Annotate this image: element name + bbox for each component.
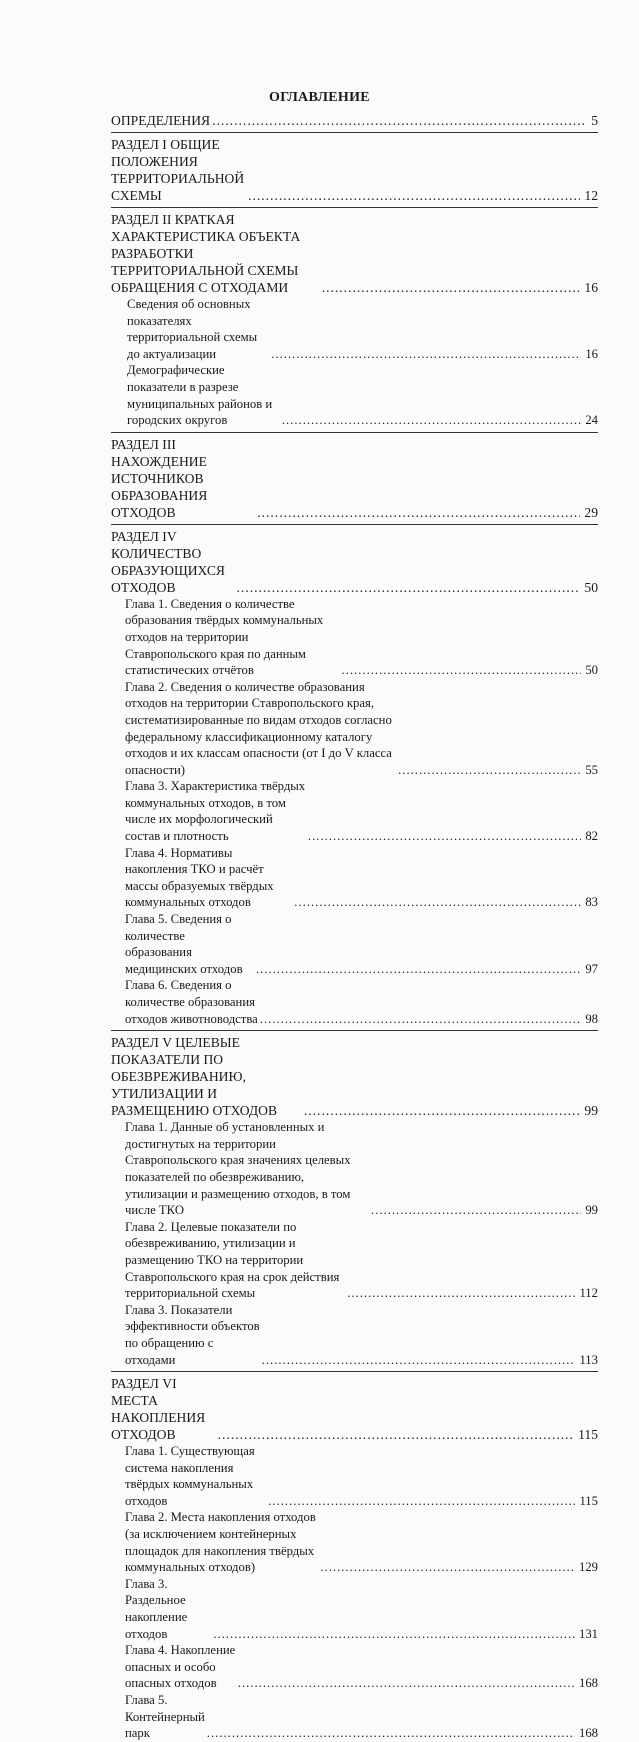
dot-leader	[213, 1626, 575, 1643]
dot-leader	[260, 1011, 582, 1028]
section-divider	[111, 207, 598, 208]
toc-entry-section-5[interactable]	[111, 1034, 598, 1119]
toc-page-number: 113	[579, 1352, 598, 1367]
toc-page-number: 55	[585, 762, 598, 777]
toc-page-number: 12	[584, 188, 598, 203]
toc-entry-section-6-chapter-5[interactable]	[111, 1692, 598, 1742]
dot-leader	[371, 1202, 581, 1219]
dot-leader	[282, 412, 581, 429]
dot-leader	[238, 1675, 575, 1692]
dot-leader	[248, 187, 580, 204]
section-divider	[111, 432, 598, 433]
dot-leader	[268, 1493, 575, 1510]
dot-leader	[294, 894, 581, 911]
dot-leader	[256, 961, 581, 978]
toc-entry-section-6-chapter-1[interactable]	[111, 1443, 598, 1509]
toc-entry-text: РАЗДЕЛ VI МЕСТА НАКОПЛЕНИЯ ОТХОДОВ	[111, 1376, 206, 1443]
dot-leader	[271, 346, 581, 363]
dot-leader	[237, 579, 581, 596]
section-divider	[111, 1371, 598, 1372]
toc-entry-text: Глава 5. Сведения о количестве образования медицинских отходов	[125, 912, 243, 976]
toc-entry-text: РАЗДЕЛ III НАХОЖДЕНИЕ ИСТОЧНИКОВ ОБРАЗОВАНИЯ ОТХОДОВ	[111, 436, 208, 520]
dot-leader	[212, 112, 587, 129]
toc-entry-section-2-sub-1[interactable]	[111, 296, 598, 362]
toc-entry-text: ОПРЕДЕЛЕНИЯ	[111, 113, 211, 128]
toc-title: ОГЛАВЛЕНИЕ	[269, 90, 370, 105]
toc-entry-section-6-chapter-2[interactable]	[111, 1509, 598, 1575]
toc-page-number: 115	[579, 1493, 598, 1508]
toc-entry-text: Глава 4. Накопление опасных и особо опасных отходов	[125, 1643, 236, 1691]
toc-page-number: 83	[585, 895, 598, 910]
toc-entry-text: Глава 3. Характеристика твёрдых коммунальных отходов, в том числе их морфологический состав и плотность	[125, 779, 306, 844]
toc-entry-section-3[interactable]	[111, 436, 598, 521]
toc-entry-section-1[interactable]	[111, 136, 598, 204]
toc-page-number: 168	[578, 1726, 598, 1741]
toc-page-number: 24	[585, 413, 598, 428]
toc-page-number: 97	[585, 961, 598, 976]
toc-entry-section-6-chapter-3[interactable]	[111, 1576, 598, 1642]
toc-page-number: 129	[578, 1560, 598, 1575]
toc-page-number: 50	[585, 663, 598, 678]
toc-entry-section-2[interactable]	[111, 211, 598, 296]
toc-entry-section-6-chapter-4[interactable]	[111, 1642, 598, 1692]
toc-page-number: 82	[585, 829, 598, 844]
toc-entry-section-4-chapter-6[interactable]	[111, 977, 598, 1027]
toc-page-number: 99	[584, 1103, 598, 1119]
toc-entry-section-5-chapter-1[interactable]	[111, 1119, 598, 1219]
toc-entry-text: Глава 2. Сведения о количестве образования отходов на территории Ставропольского края, систематизированные по видам отходов согласно федеральному классификационному каталогу отходов и их классам опасности (от I до V класса опасности)	[125, 679, 392, 777]
toc-entry-text: РАЗДЕЛ V ЦЕЛЕВЫЕ ПОКАЗАТЕЛИ ПО ОБЕЗВРЕЖИВАНИЮ, УТИЛИЗАЦИИ И РАЗМЕЩЕНИЮ ОТХОДОВ	[111, 1035, 278, 1119]
toc-page-number: 168	[578, 1676, 598, 1691]
toc-entry-text: Глава 4. Нормативы накопления ТКО и расчёт массы образуемых твёрдых коммунальных отходов	[125, 845, 274, 910]
toc-entry-section-4-chapter-4[interactable]	[111, 845, 598, 911]
toc-entry-text: Глава 2. Целевые показатели по обезвреживанию, утилизации и размещению ТКО на территории Ставропольского края на срок действия территориальной схемы	[125, 1219, 340, 1301]
toc-entry-text: РАЗДЕЛ I ОБЩИЕ ПОЛОЖЕНИЯ ТЕРРИТОРИАЛЬНОЙ СХЕМЫ	[111, 137, 245, 203]
toc-entry-section-5-chapter-3[interactable]	[111, 1302, 598, 1368]
toc-entry-definitions[interactable]	[111, 112, 598, 129]
toc-entry-section-4-chapter-1[interactable]	[111, 596, 598, 679]
toc-entry-section-4-chapter-2[interactable]	[111, 679, 598, 779]
toc-page-number: 5	[591, 113, 598, 128]
toc-entry-text: Глава 3. Раздельное накопление отходов	[125, 1576, 188, 1641]
dot-leader	[304, 1102, 581, 1119]
toc-entry-text: Глава 2. Места накопления отходов (за исключением контейнерных площадок для накопления твёрдых коммунальных отходов)	[125, 1510, 316, 1575]
dot-leader	[218, 1426, 574, 1443]
table-of-contents	[111, 112, 598, 1742]
dot-leader	[308, 828, 581, 845]
toc-entry-section-4[interactable]	[111, 528, 598, 596]
toc-entry-text: Глава 3. Показатели эффективности объектов по обращению с отходами	[125, 1302, 260, 1367]
toc-entry-text: Сведения об основных показателях территориальной схемы до актуализации	[127, 297, 258, 361]
section-divider	[111, 524, 598, 525]
dot-leader	[257, 504, 580, 521]
dot-leader	[342, 662, 582, 679]
toc-page-number: 131	[578, 1626, 598, 1641]
section-divider	[111, 132, 598, 133]
toc-page-number: 98	[585, 1011, 598, 1026]
dot-leader	[320, 1559, 575, 1576]
dot-leader	[398, 762, 581, 779]
toc-page-number: 29	[584, 504, 598, 520]
toc-entry-text: Глава 1. Данные об установленных и достигнутых на территории Ставропольского края значениях целевых показателей по обезвреживанию, утилизации и размещению отходов, в том числе ТКО	[125, 1120, 351, 1218]
section-divider	[111, 1030, 598, 1031]
dot-leader	[207, 1725, 575, 1742]
dot-leader	[262, 1352, 576, 1369]
toc-entry-section-6[interactable]	[111, 1375, 598, 1443]
dot-leader	[347, 1285, 575, 1302]
toc-entry-text: Глава 5. Контейнерный парк	[125, 1693, 205, 1741]
toc-entry-section-4-chapter-5[interactable]	[111, 911, 598, 977]
toc-entry-text: РАЗДЕЛ II КРАТКАЯ ХАРАКТЕРИСТИКА ОБЪЕКТА РАЗРАБОТКИ ТЕРРИТОРИАЛЬНОЙ СХЕМЫ ОБРАЩЕНИЯ С ОТХОДАМИ	[111, 212, 301, 295]
toc-entry-text: РАЗДЕЛ IV КОЛИЧЕСТВО ОБРАЗУЮЩИХСЯ ОТХОДОВ	[111, 528, 225, 595]
toc-entry-section-4-chapter-3[interactable]	[111, 778, 598, 844]
toc-page-number: 115	[578, 1427, 598, 1443]
toc-entry-text: Демографические показатели в разрезе муниципальных районов и городских округов	[127, 363, 273, 428]
dot-leader	[322, 279, 581, 296]
toc-page-number: 112	[579, 1286, 598, 1301]
toc-page-number: 16	[584, 280, 598, 295]
toc-page-number: 50	[584, 579, 598, 595]
toc-page-number: 16	[585, 346, 598, 361]
toc-entry-text: Глава 1. Существующая система накопления твёрдых коммунальных отходов	[125, 1444, 255, 1508]
toc-page-number: 99	[585, 1203, 598, 1218]
toc-entry-text: Глава 6. Сведения о количестве образования отходов животноводства	[125, 978, 258, 1026]
toc-entry-section-2-sub-2[interactable]	[111, 362, 598, 428]
toc-entry-section-5-chapter-2[interactable]	[111, 1219, 598, 1302]
toc-entry-text: Глава 1. Сведения о количестве образования твёрдых коммунальных отходов на территории Ставропольского края по данным статистических отчётов	[125, 596, 324, 678]
